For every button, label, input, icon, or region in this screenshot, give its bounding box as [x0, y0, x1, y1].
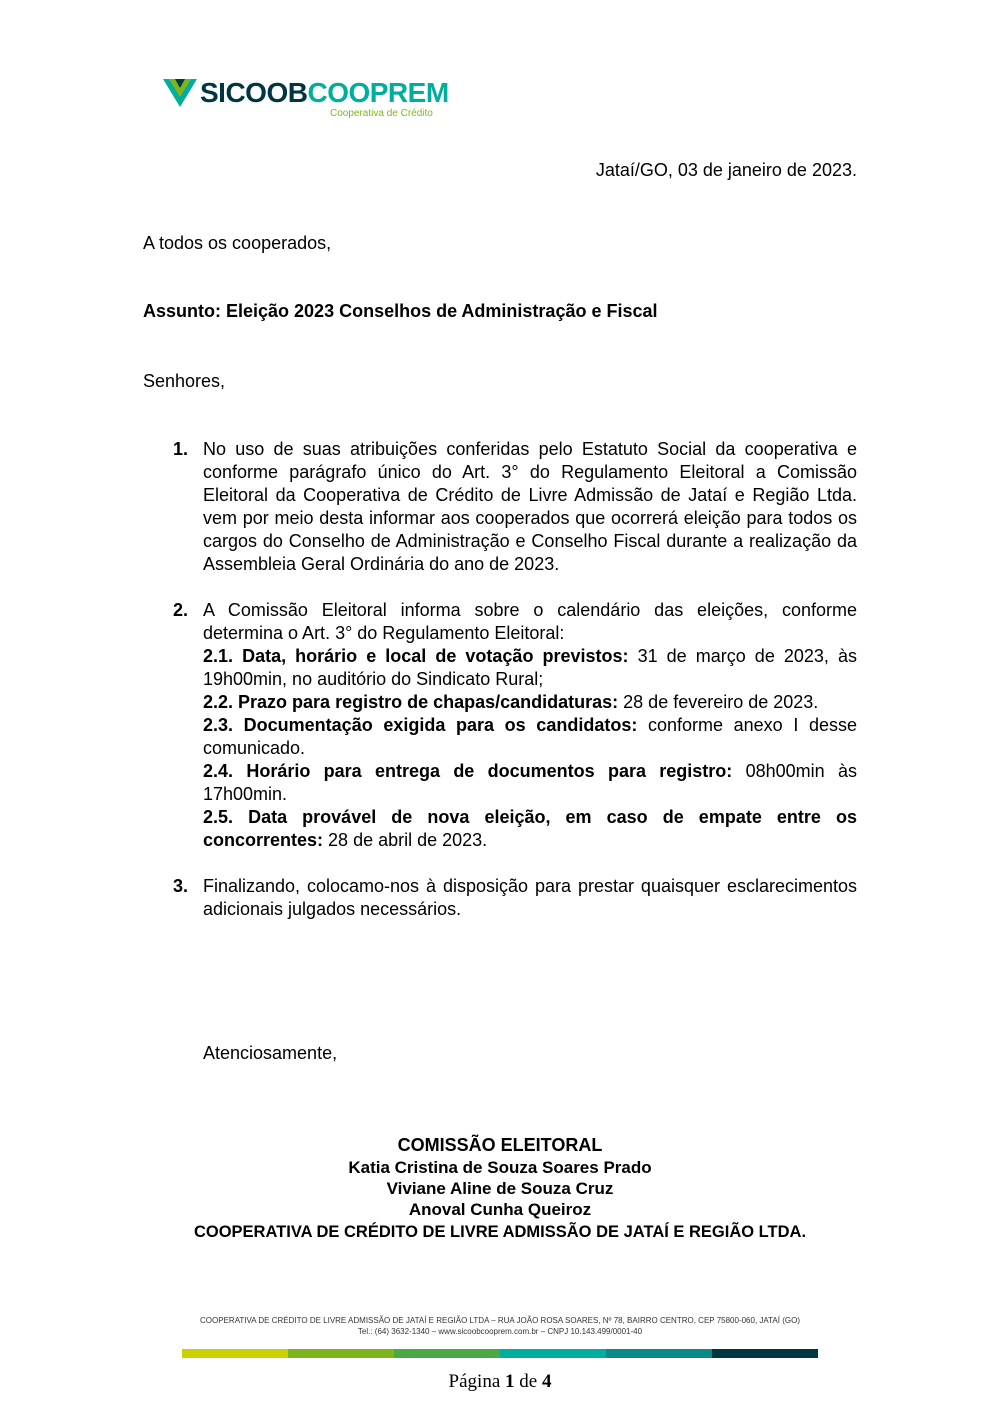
- subitem-label: 2.4. Horário para entrega de documentos para registro:: [203, 761, 733, 781]
- closing: Atenciosamente,: [203, 1043, 338, 1063]
- logo-wordmark: [200, 76, 449, 110]
- subitem-label: 2.1. Data, horário e local de votação previstos:: [203, 646, 629, 666]
- signature-name: Katia Cristina de Souza Soares Prado: [348, 1158, 652, 1177]
- bar-segment: [500, 1349, 606, 1358]
- item-text: No uso de suas atribuições conferidas pelo Estatuto Social da cooperativa e conforme parágrafo único do Art. 3° do Regulamento Eleitoral a Comissão Eleitoral da Cooperativa de Crédito de Livre Admissão de Jataí e Região Ltda. vem por meio desta informar aos cooperados que ocorrerá eleição para todos os cargos do Conselho de Administração e Conselho Fiscal durante a realização da Assembleia Geral Ordinária do ano de 2023.: [203, 439, 857, 574]
- page-number: [0, 1371, 1000, 1393]
- bar-segment: [394, 1349, 500, 1358]
- salutation: Senhores,: [143, 371, 226, 391]
- bar-segment: [606, 1349, 712, 1358]
- page-of: de: [519, 1371, 538, 1392]
- date-line: Jataí/GO, 03 de janeiro de 2023.: [595, 160, 857, 180]
- subitem-value: 28 de abril de 2023.: [323, 830, 488, 850]
- subitem-value: 28 de fevereiro de 2023.: [618, 692, 819, 712]
- item-number: 1.: [173, 439, 189, 459]
- page-word: Página: [448, 1371, 501, 1392]
- sicoob-cooprem-logo: [163, 76, 463, 121]
- bar-segment: [288, 1349, 394, 1358]
- page-total: 4: [541, 1371, 552, 1392]
- numbered-list: [173, 438, 857, 944]
- signature-block: [100, 1134, 900, 1244]
- greeting: A todos os cooperados,: [143, 233, 332, 253]
- item-text: A Comissão Eleitoral informa sobre o calendário das eleições, conforme determina o Art. 3° do Regulamento Eleitoral:: [203, 600, 857, 643]
- subitem-value: 08h00min às 17h00min.: [203, 761, 857, 804]
- signature-name: Anoval Cunha Queiroz: [408, 1200, 592, 1219]
- page-footer: [100, 1315, 900, 1337]
- subitem-label: 2.5. Data provável de nova eleição, em caso de empate entre os concorrentes:: [203, 807, 857, 850]
- subject-line: Assunto: Eleição 2023 Conselhos de Administração e Fiscal: [143, 301, 658, 321]
- subitem-2-1: [203, 645, 857, 691]
- signature-name: Viviane Aline de Souza Cruz: [386, 1179, 614, 1198]
- list-item-3: [173, 875, 857, 921]
- bar-segment: [712, 1349, 818, 1358]
- footer-address: COOPERATIVA DE CRÉDITO DE LIVRE ADMISSÃO DE JATAÍ E REGIÃO LTDA – RUA JOÃO ROSA SOARES, Nº 78, BAIRRO CENTRO, CEP 75800-060, JATAÍ (GO): [200, 1316, 800, 1325]
- item-number: 2.: [173, 600, 189, 620]
- subitem-label: 2.3. Documentação exigida para os candidatos:: [203, 715, 638, 735]
- list-item-2: [173, 599, 857, 852]
- sicoob-logo-mark-icon: [163, 79, 197, 107]
- signature-organization: COOPERATIVA DE CRÉDITO DE LIVRE ADMISSÃO DE JATAÍ E REGIÃO LTDA.: [193, 1223, 807, 1241]
- bar-segment: [182, 1349, 288, 1358]
- page-current: 1: [505, 1371, 515, 1392]
- logo-sicoob: SICOOB: [200, 77, 308, 108]
- subitem-2-2: [203, 691, 857, 714]
- logo-cooprem: COOPREM: [307, 77, 449, 108]
- item-text: Finalizando, colocamo-nos à disposição para prestar quaisquer esclarecimentos adicionais julgados necessários.: [203, 876, 857, 919]
- list-item-1: [173, 438, 857, 576]
- footer-color-bar: [182, 1349, 818, 1358]
- subitem-label: 2.2. Prazo para registro de chapas/candidaturas:: [203, 692, 619, 712]
- subitem-value: conforme anexo I desse comunicado.: [203, 715, 857, 758]
- logo-tagline: Cooperativa de Crédito: [330, 108, 433, 119]
- subitem-2-3: [203, 714, 857, 760]
- subitem-2-4: [203, 760, 857, 806]
- item-number: 3.: [173, 876, 189, 896]
- subitem-value: 31 de março de 2023, às 19h00min, no auditório do Sindicato Rural;: [203, 646, 857, 689]
- footer-contact: Tel.: (64) 3632-1340 – www.sicoobcooprem.com.br – CNPJ 10.143.499/0001-40: [357, 1327, 643, 1336]
- signature-title: COMISSÃO ELEITORAL: [397, 1135, 603, 1155]
- subitem-2-5: [203, 806, 857, 852]
